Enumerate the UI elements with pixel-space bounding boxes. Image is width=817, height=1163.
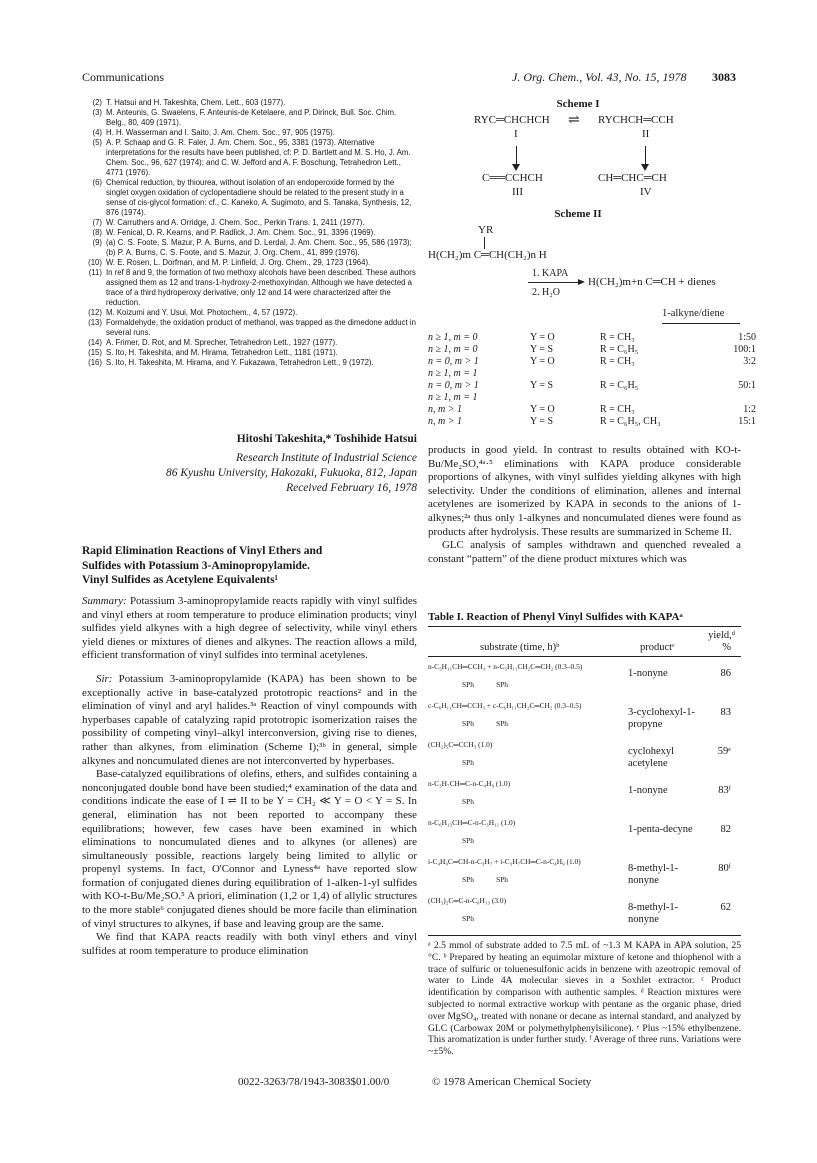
reference-item [82, 268, 417, 308]
condition-cell: n, m > 1 [428, 416, 462, 427]
yield-cell: 59ᵉ [717, 746, 731, 757]
reference-number: (2) [92, 98, 102, 107]
affiliation [82, 451, 417, 496]
ratio-cell: 3:2 [743, 356, 756, 367]
substrate-cell: n-C₆H₁₃CH═C-n-C₃H₁₁ (1.0) [428, 818, 516, 827]
heteroatom-cell: Y = S [530, 416, 554, 427]
reference-number: (15) [88, 348, 102, 357]
reference-number: (4) [92, 128, 102, 137]
product-cell: 1-nonyne [628, 785, 668, 796]
bond-line [484, 237, 485, 249]
ratio-header: 1-alkyne/diene [662, 308, 725, 319]
reference-number: (5) [92, 138, 102, 147]
heteroatom-cell [530, 368, 600, 380]
substituent-cell [600, 392, 706, 404]
reference-text: H. H. Wasserman and I. Saito, J. Am. Chem. Soc., 97, 905 (1975). [106, 128, 335, 137]
heteroatom-cell: Y = S [530, 380, 554, 391]
label-III: III [512, 186, 523, 198]
received-date: Received February 16, 1978 [286, 482, 417, 494]
reference-number: (8) [92, 228, 102, 237]
substrate-cell: n-C₃H₇CH═C-n-C₄H₉ (1.0) [428, 779, 511, 788]
affiliation-line: 86 Kyushu University, Hakozaki, Fukuoka, 812, Japan [165, 467, 417, 479]
table-row [428, 894, 741, 933]
col-product-header: productᶜ [640, 642, 675, 653]
copyright: © 1978 American Chemical Society [432, 1076, 592, 1088]
arrow-down-head [641, 164, 649, 171]
reference-number: (13) [88, 318, 102, 327]
reference-text: S. Ito, H. Takeshita, and M. Hirama, Tetrahedron Lett., 1181 (1971). [106, 348, 338, 357]
reference-item [82, 318, 417, 338]
substituent-label: SPh [462, 914, 474, 923]
substituent-label: SPh [462, 836, 474, 845]
reagent-step-2: 2. H₂O [532, 287, 560, 298]
product-cell: 3-cyclohexyl-1-propyne [628, 707, 696, 730]
label-IV: IV [640, 186, 652, 198]
condition-cell: n ≥ 1, m = 1 [428, 368, 478, 379]
col-substrate-header: substrate (time, h)ᵇ [480, 642, 560, 653]
reference-item [82, 258, 417, 268]
paragraph: products in good yield. In contrast to results obtained with KO-t-Bu/Me₂SO,⁴ᵃ·⁵ eliminations with KAPA produce considerable proportions of alkynes, with vinyl sulfides yielding alkynes with high selectivity. Under the conditions of elimination, allenes and internal acetylenes are isomerized by KAPA in seconds to the anions of 1-alkynes;²ᵃ thus only 1-alkynes and noncumulated dienes were found as products after hydrolysis. These results are summarized in Scheme II. [428, 444, 741, 538]
substituent-label: SPh [462, 758, 474, 767]
reference-text: In ref 8 and 9, the formation of two methoxy alcohols have been described. These authors assigned them as 12 and trans-1-hydroxy-2-methoxyindan. Although we have detected a trace of a third hydroperoxy derivative, only 12 and 14 were characterized after the reduction. [106, 268, 416, 307]
substrate-cell: n-C₅H₁₁CH═CCH₃ + n-C₅H₁₁CH₂C═CH₂ (0.3–0.5) [428, 662, 583, 671]
reference-item [82, 218, 417, 228]
substituent-label: SPh SPh [462, 875, 509, 884]
affiliation-line: Research Institute of Industrial Science [236, 452, 417, 464]
reference-item [82, 348, 417, 358]
scheme-1-compound-I: RYC═CHCHCH [474, 114, 550, 126]
arrow-down-head [512, 164, 520, 171]
reference-number: (16) [88, 358, 102, 367]
reference-item [82, 358, 417, 368]
table-header-rule [428, 656, 741, 657]
reference-item [82, 228, 417, 238]
substituent-label: SPh SPh [462, 680, 509, 689]
substrate-cell: c-C₆H₁₁CH═CCH₃ + c-C₆H₁₁CH₂C═CH₂ (0.3–0.5) [428, 701, 582, 710]
table-row [428, 777, 741, 816]
reference-number: (11) [88, 268, 102, 277]
summary-label: Summary: [82, 595, 127, 607]
yr-substituent: YR [478, 224, 494, 236]
substituent-label: SPh SPh [462, 719, 509, 728]
substrate-cell: i-C₄H₉C═CH-n-C₃H₇ + i-C₃H₇CH═C-n-C₄H₉ (1.0) [428, 857, 581, 866]
equilibrium-arrow: ⇌ [568, 113, 580, 128]
sir-label: Sir: [96, 672, 113, 685]
reference-number: (3) [92, 108, 102, 117]
substituent-cell [600, 368, 706, 380]
reference-text: A. P. Schaap and G. R. Faler, J. Am. Chem. Soc., 95, 3381 (1973). Alternative interpretations for the results have been published, cf: P. D. Bartlett and M. S. Ho, J. Am. Chem. Soc., 96, 627 (1974); and C. W. Jefford and A. F. Boschung, Tetrahedron Lett., 4771 (1976). [106, 138, 411, 177]
table-row [428, 699, 741, 738]
journal-citation: J. Org. Chem., Vol. 43, No. 15, 1978 [512, 70, 687, 84]
condition-row [428, 416, 762, 428]
paragraph [82, 673, 417, 768]
reference-item [82, 138, 417, 178]
heteroatom-cell [530, 392, 600, 404]
right-body [428, 444, 741, 566]
paragraph: Base-catalyzed equilibrations of olefins, ethers, and sulfides containing a nonconjugated double bond have been studied;⁴ examination of the data and conditions indicate the ease of I ⇌ II to be Y = CH₂ ≪ Y = O < Y = S. In general, elimination has not been reported to accompany these equilibrations; however, few cases have been examined in which eliminations to noncumulated dienes and to alkynes (or allenes) are simultaneously possible, reactions largely being limited to allylic or propenyl systems. In fact, O'Connor and Lyness⁴ᵃ have reported slow formation of conjugated dienes during equilibration of 1-alken-1-yl sulfides with KO-t-Bu/Me₂SO.⁵ A priori, elimination (1,2 or 1,4) of allylic structures to the more stable⁶ conjugated dienes should be more facile than elimination of vinyl structures to alkynes, if base and leaving group are the same. [82, 768, 417, 930]
reference-text: (a) C. S. Foote, S. Mazur, P. A. Burns, and D. Lerdal, J. Am. Chem. Soc., 95, 586 (1973); (b) P. A. Burns, C. S. Foote, and S. Mazur, J. Org. Chem., 41, 899 (1976). [106, 238, 412, 257]
condition-row [428, 344, 762, 356]
table-row [428, 816, 741, 855]
scheme-1-compound-IV: CH═CHC═CH [598, 172, 667, 184]
product-cell: 8-methyl-1-nonyne [628, 863, 679, 886]
condition-row [428, 356, 762, 368]
reference-number: (7) [92, 218, 102, 227]
reference-text: S. Ito, H. Takeshita, M. Hirama, and Y. Fukazawa, Tetrahedron Lett., 9 (1972). [106, 358, 374, 367]
condition-cell: n = 0, m > 1 [428, 356, 479, 367]
heteroatom-cell: Y = O [530, 332, 555, 343]
condition-cell: n ≥ 1, m = 1 [428, 392, 478, 403]
heteroatom-cell: Y = S [530, 344, 554, 355]
scheme-2-product: H(CH₂)m+n C═CH + dienes [588, 276, 716, 288]
condition-row [428, 404, 762, 416]
product-cell: cyclohexyl acetylene [628, 746, 675, 769]
ratio-cell [706, 368, 762, 380]
table-footnotes: ᵃ 2.5 mmol of substrate added to 7.5 mL of ~1.3 M KAPA in APA solution, 25 °C. ᵇ Prepared by heating an equimolar mixture of ketone and thiophenol with a trace of sulfuric or toluenesulfonic acids in benzene with azeotropic removal of water to Linde 4A molecular sieves in a Soxhlet extractor. ᶜ Product identification by comparison with authentic samples. ᵈ Reaction mixtures were subjected to normal extractive workup with pentane as the organic phase, dried over MgSO₄, treated with nonane or decane as internal standard, and analyzed by GLC (Carbowax 20M or polymethylphenylsilicone). ᵉ Plus ~15% ethylbenzene. This aromatization is under further study. ᶠ Average of three runs. Variations were ~±5%. [428, 940, 741, 1058]
reference-text: T. Hatsui and H. Takeshita, Chem. Lett., 603 (1977). [106, 98, 286, 107]
scheme-2-title: Scheme II [554, 208, 602, 220]
reference-text: W. Carruthers and A. Orridge, J. Chem. Soc., Perkin Trans. 1, 2411 (1977). [106, 218, 365, 227]
yield-cell: 62 [720, 902, 731, 913]
scheme-2-substrate: H(CH₂)m C═CH(CH₂)n H [428, 249, 547, 261]
yield-cell: 83ᶠ [718, 785, 731, 796]
reference-number: (9) [92, 238, 102, 247]
reference-text: M. Koizumi and Y. Usui, Mol. Photochem., 4, 57 (1972). [106, 308, 298, 317]
paragraph: GLC analysis of samples withdrawn and quenched revealed a constant “pattern” of the diene product mixtures which was [428, 539, 741, 565]
left-body [82, 595, 417, 958]
reference-text: W. Fenical, D. R. Kearns, and P. Radlick, J. Am. Chem. Soc., 91, 3396 (1969). [106, 228, 376, 237]
substituent-cell: R = C₆H₅ [600, 344, 639, 355]
substituent-cell: R = CH₃ [600, 356, 635, 367]
article-title [82, 544, 417, 588]
table-bottom-rule [428, 935, 741, 936]
ratio-cell: 50:1 [738, 380, 756, 391]
table-row [428, 660, 741, 699]
reference-list [82, 98, 417, 368]
scheme-1-compound-II: RYCHCH═CCH [598, 114, 674, 126]
reference-text: W. E. Rosen, L. Dorfman, and M. P. Linfield, J. Org. Chem., 29, 1723 (1964). [106, 258, 371, 267]
table-title: Table I. Reaction of Phenyl Vinyl Sulfides with KAPAᵃ [428, 611, 683, 623]
ratio-header-rule [662, 323, 740, 324]
paragraph: We find that KAPA reacts readily with both vinyl ethers and vinyl sulfides at room temperature to produce elimination [82, 931, 417, 957]
substituent-cell: R = C₆H₅ [600, 380, 639, 391]
reference-text: M. Anteunis, G. Swaelens, F. Anteunis-de Ketelaere, and P. Dirinck, Bull. Soc. Chim. Belg., 80, 409 (1971). [106, 108, 397, 127]
reference-item [82, 238, 417, 258]
yield-cell: 82 [720, 824, 731, 835]
reference-number: (12) [88, 308, 102, 317]
table-top-rule [428, 626, 741, 627]
scheme-2-conditions [428, 332, 762, 428]
ratio-cell [706, 392, 762, 404]
condition-cell: n ≥ 1, m = 0 [428, 344, 478, 355]
substrate-cell: (CH₂)₅C═CCH₃ (1.0) [428, 740, 493, 749]
product-cell: 8-methyl-1-nonyne [628, 902, 679, 925]
article-code: 0022-3263/78/1943-3083$01.00/0 [238, 1076, 390, 1088]
ratio-cell: 1:2 [743, 404, 756, 415]
reaction-arrow [528, 282, 580, 283]
title-line: Rapid Elimination Reactions of Vinyl Ethers and [82, 545, 323, 557]
ratio-cell: 1:50 [738, 332, 756, 343]
substituent-cell: R = CH₃ [600, 404, 635, 415]
page-number: 3083 [712, 70, 736, 84]
ratio-cell: 15:1 [738, 416, 756, 427]
yield-cell: 83 [720, 707, 731, 718]
col-yield-unit: % [722, 642, 731, 653]
yield-cell: 80ᶠ [718, 863, 731, 874]
summary [82, 595, 417, 663]
scheme-1-title: Scheme I [556, 98, 600, 110]
title-line: Vinyl Sulfides as Acetylene Equivalents¹ [82, 574, 278, 586]
substituent-label: SPh [462, 797, 474, 806]
condition-row [428, 332, 762, 344]
substituent-cell: R = CH₃ [600, 332, 635, 343]
reference-item [82, 308, 417, 318]
reference-item [82, 128, 417, 138]
reference-number: (14) [88, 338, 102, 347]
running-head-left: Communications [82, 70, 164, 84]
substrate-cell: (CH₃)₂C═C-n-C₆H₁₃ (3.0) [428, 896, 507, 905]
label-I: I [514, 128, 518, 140]
reference-text: Chemical reduction, by thiourea, without isolation of an endoperoxide formed by the singlet oxygen oxidation of cyclopentadiene should be related to the present study in a sense of cis-glycol formation: cf., C. Kaneko, A. Sugimoto, and S. Tanaka, Synthesis, 12, 876 (1974). [106, 178, 412, 217]
reference-item [82, 338, 417, 348]
title-line: Sulfides with Potassium 3-Aminopropylamide. [82, 559, 310, 572]
reference-item [82, 98, 417, 108]
condition-row [428, 368, 762, 380]
reference-text: A. Frimer, D. Rot, and M. Sprecher, Tetrahedron Lett., 1927 (1977). [106, 338, 338, 347]
scheme-1-compound-III: C══CCHCH [482, 172, 543, 184]
reaction-arrow-head [578, 279, 585, 285]
yield-cell: 86 [720, 668, 731, 679]
label-II: II [642, 128, 650, 140]
reference-number: (10) [88, 258, 102, 267]
condition-cell: n, m > 1 [428, 404, 462, 415]
condition-row [428, 392, 762, 404]
heteroatom-cell: Y = O [530, 404, 555, 415]
product-cell: 1-nonyne [628, 668, 668, 679]
condition-cell: n = 0, m > 1 [428, 380, 479, 391]
ratio-cell: 100:1 [733, 344, 756, 355]
col-yield-header: yield,ᵈ [708, 630, 735, 641]
paragraph-text: Potassium 3-aminopropylamide (KAPA) has been shown to be exceptionally active in base-catalyzed prototropic reactions² and in the elimination of vinyl and aryl halides.³ᵃ Reaction of vinyl compounds with hyperbases capable of catalyzing rapid prototropic isomerization raises the possibility of competing vinyl–alkyl interconversion, giving rise to dienes, rather than alkynes, from elimination (Scheme I);³ᵇ in general, simple alkynes and noncumulated dienes are not interconverted by hyperbases. [82, 672, 417, 767]
reagent-step-1: 1. KAPA [532, 268, 569, 279]
conditions-table [428, 332, 762, 428]
heteroatom-cell: Y = O [530, 356, 555, 367]
reference-text: Formaldehyde, the oxidation product of methanol, was trapped as the dimedone adduct in several runs. [106, 318, 416, 337]
summary-text: Potassium 3-aminopropylamide reacts rapidly with vinyl sulfides and vinyl ethers at room temperature to produce elimination products; vinyl sulfides yield alkynes with a high degree of selectivity, while vinyl ethers yield dienes or mixtures of dienes and alkynes. The reaction allows a mild, efficient transformation of vinyl sulfides into terminal acetylenes. [82, 595, 417, 662]
table-row [428, 738, 741, 777]
condition-cell: n ≥ 1, m = 0 [428, 332, 478, 343]
condition-row [428, 380, 762, 392]
substituent-cell: R = C₆H₅, CH₃ [600, 416, 661, 427]
reference-item [82, 108, 417, 128]
reference-number: (6) [92, 178, 102, 187]
table-row [428, 855, 741, 894]
authors: Hitoshi Takeshita,* Toshihide Hatsui [236, 433, 417, 445]
reference-item [82, 178, 417, 218]
product-cell: 1-penta-decyne [628, 824, 693, 835]
